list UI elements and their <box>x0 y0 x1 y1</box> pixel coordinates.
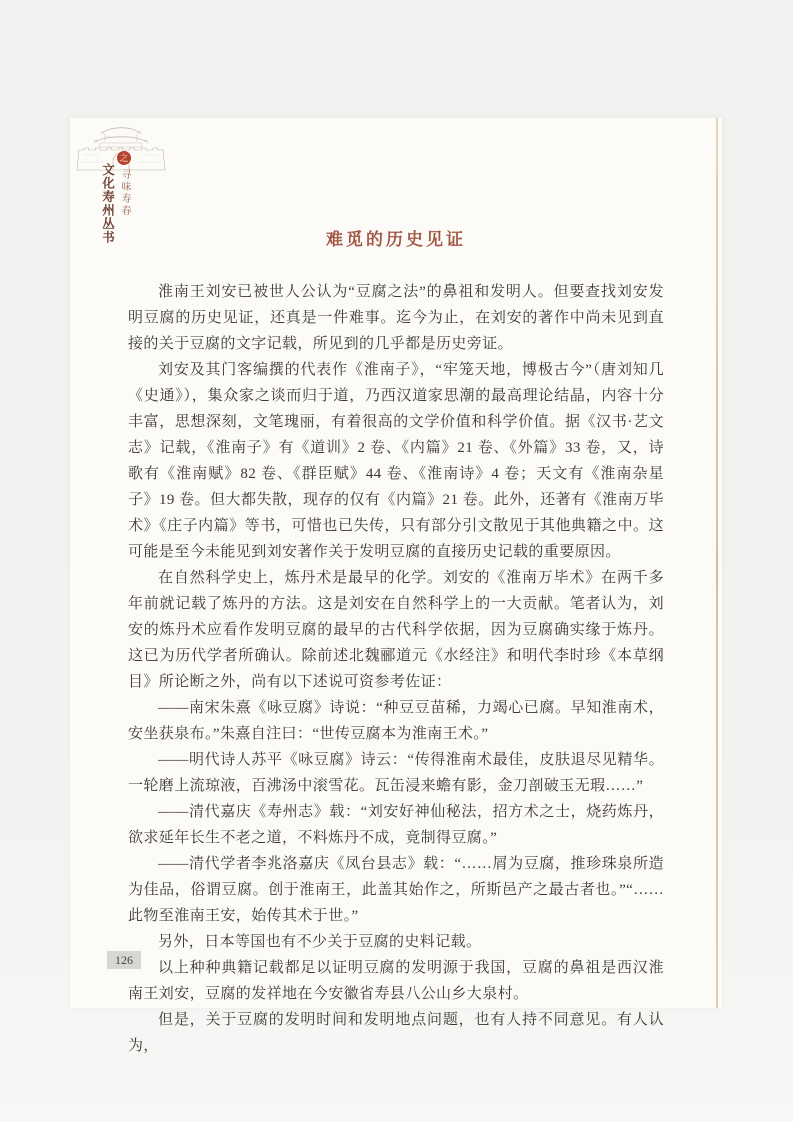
paragraph-quote-fengtaixianzhi: ——清代学者李兆洛嘉庆《凤台县志》载：“……屑为豆腐，推珍珠泉所造为佳品，俗谓豆腐。创于淮南王，此盖其始作之，所斯邑产之最古者也。”“……此物至淮南王安，始传其术于世。” <box>128 856 664 924</box>
paragraph-8: 另外，日本等国也有不少关于豆腐的史料记载。 <box>158 934 482 950</box>
page-edge-shadow <box>716 118 718 1008</box>
article-title: 难觅的历史见证 <box>326 230 466 249</box>
paragraph-3: 在自然科学史上，炼丹术是最早的化学。刘安的《淮南万毕术》在两千多年前就记载了炼丹的方法。这是刘安在自然科学上的一大贡献。笔者认为，刘安的炼丹术应看作发明豆腐的最早的古代科学依据，因为豆腐确实缘于炼丹。这已为历代学者所确认。除前述北魏郦道元《水经注》和明代李时珍《本草纲目》所论断之外，尚有以下述说可资参考佐证： <box>128 570 664 690</box>
paragraph-10: 但是，关于豆腐的发明时间和发明地点问题，也有人持不同意见。有人认为， <box>128 1012 664 1054</box>
book-page <box>70 118 722 1054</box>
series-title-vertical: 文化寿州丛书 <box>100 163 115 244</box>
paragraph-9: 以上种种典籍记载都足以证明豆腐的发明源于我国，豆腐的鼻祖是西汉淮南王刘安，豆腐的发祥地在今安徽省寿县八公山乡大泉村。 <box>128 960 664 1002</box>
paragraph-quote-suping: ——明代诗人苏平《咏豆腐》诗云：“传得淮南术最佳，皮肤退尽见精华。一轮磨上流琼液，百沸汤中滚雪花。瓦缶浸来蟾有影，金刀剖破玉无瑕……” <box>128 752 664 794</box>
paragraph-quote-zhuxi: ——南宋朱熹《咏豆腐》诗说：“种豆豆苗稀，力竭心已腐。早知淮南术，安坐获泉布。”朱熹自注曰：“世传豆腐本为淮南王术。” <box>128 700 664 742</box>
article-body <box>128 228 664 1059</box>
paragraph-quote-shouzhouzhi: ——清代嘉庆《寿州志》载：“刘安好神仙秘法，招方术之士，烧药炼丹，欲求延年长生不老之道，不料炼丹不成，竟制得豆腐。” <box>128 804 664 846</box>
volume-title-vertical: 寻味寿春 <box>119 169 130 217</box>
page-number-badge: 126 <box>107 951 141 969</box>
seal-icon: 之 <box>117 151 131 165</box>
paragraph-1: 淮南王刘安已被世人公认为“豆腐之法”的鼻祖和发明人。但要查找刘安发明豆腐的历史见证，还真是一件难事。迄今为止，在刘安的著作中尚未见到直接的关于豆腐的文字记载，所见到的几乎都是历史旁证。 <box>128 284 664 352</box>
paragraph-2: 刘安及其门客编撰的代表作《淮南子》，“牢笼天地，博极古今”（唐刘知几《史通》），集众家之谈而归于道，乃西汉道家思潮的最高理论结晶，内容十分丰富，思想深刻，文笔瑰丽，有着很高的文学价值和科学价值。据《汉书·艺文志》记载，《淮南子》有《道训》2 卷、《内篇》21 卷、《外篇》33 卷，又，诗歌有《淮南赋》82 卷、《群臣赋》44 卷、《淮南诗》4 卷；天文有《淮南杂星子》19 卷。但大都失散，现存的仅有《内篇》21 卷。此外，还著有《淮南万毕术》《庄子内篇》等书，可惜也已失传，只有部分引文散见于其他典籍之中。这可能是至今未能见到刘安著作关于发明豆腐的直接历史记载的重要原因。 <box>128 362 664 560</box>
